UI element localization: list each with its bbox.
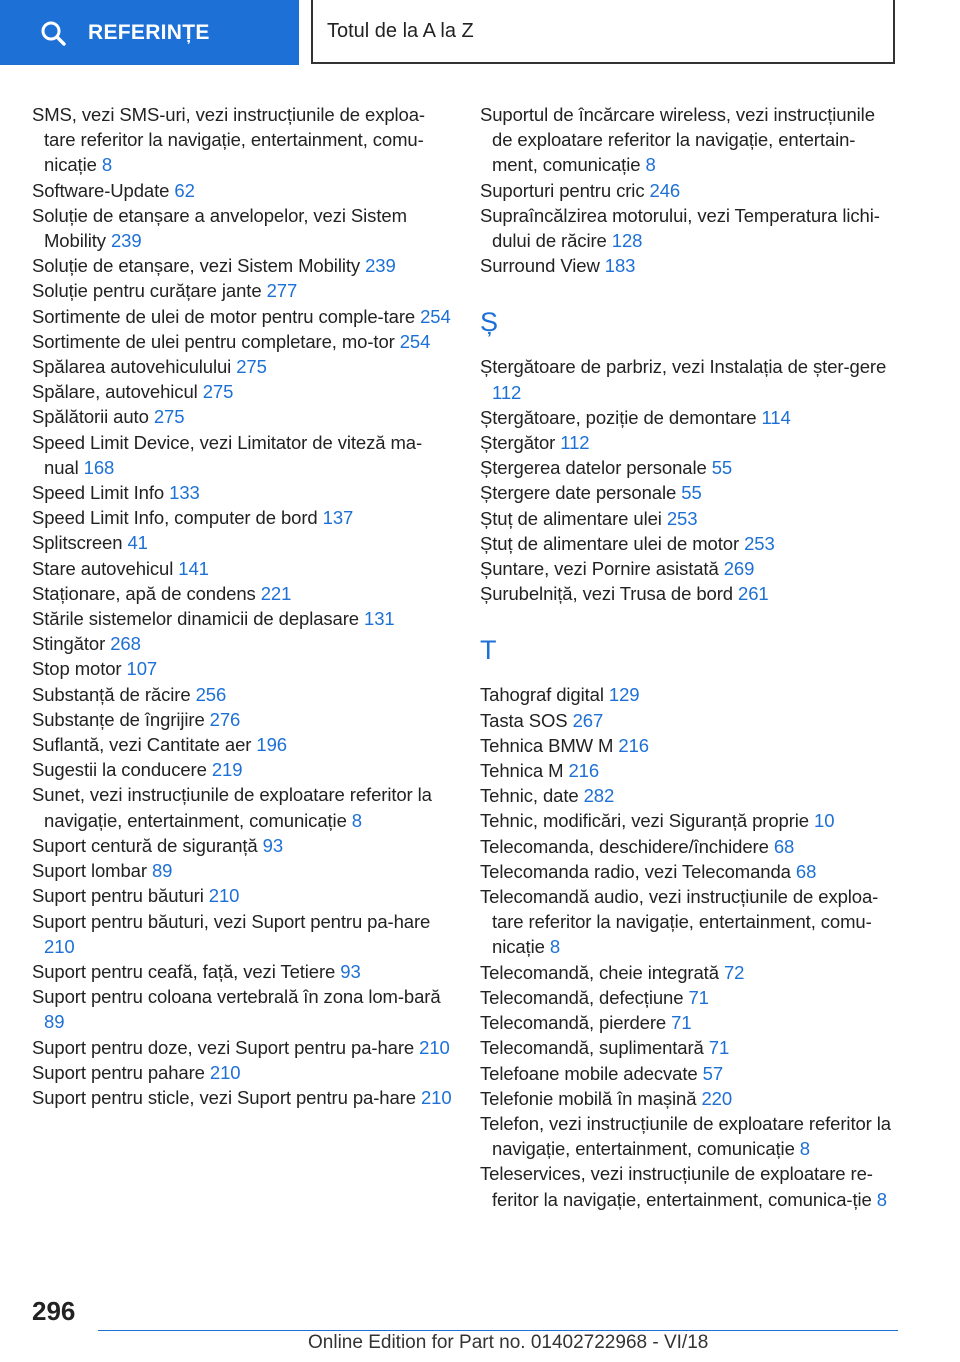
page-link[interactable]: 196 (256, 734, 287, 756)
index-entry-text: Speed Limit Device, vezi Limitator de viteză ma-nual (32, 431, 423, 478)
index-entry-text: Tehnic, modificări, vezi Siguranță proprie (480, 810, 814, 832)
page-link[interactable]: 183 (604, 255, 636, 277)
page-link[interactable]: 8 (645, 154, 656, 176)
index-entry-text: Suportul de încărcare wireless, vezi instrucțiunile de exploatare referitor la navigație, entertain-ment, comunicație (480, 104, 875, 176)
footer-divider (98, 1330, 898, 1331)
index-entry (32, 404, 452, 429)
index-entry (480, 1010, 900, 1035)
index-entry (480, 834, 900, 859)
page-link[interactable]: 220 (701, 1087, 733, 1109)
index-entry-text: Stingător (32, 633, 111, 655)
index-entry (480, 531, 900, 556)
index-entry-text: Suport pentru ceafă, față, vezi Tetiere (32, 960, 341, 982)
page-link[interactable]: 71 (688, 986, 709, 1008)
page-link[interactable]: 276 (209, 708, 241, 730)
index-entry-text: Ștuț de alimentare ulei de motor (480, 532, 745, 554)
index-entry (32, 178, 452, 203)
index-entry (32, 1035, 452, 1060)
index-entry (480, 708, 900, 733)
index-entry (480, 733, 900, 758)
page-link[interactable]: 55 (711, 457, 733, 479)
index-entry-text: Suport pentru doze, vezi Suport pentru pa-hare (32, 1036, 420, 1058)
index-entry (32, 1085, 452, 1110)
index-entry-text: Telefoane mobile adecvate (480, 1062, 703, 1084)
index-entry (480, 808, 900, 833)
page-link[interactable]: 114 (761, 406, 791, 428)
page-link[interactable]: 216 (568, 760, 600, 782)
index-entry-text: Telecomanda, deschidere/închidere (480, 835, 774, 857)
index-entry (32, 329, 452, 354)
index-entry-text: Tehnic, date (480, 785, 584, 807)
page-link[interactable]: 8 (549, 936, 561, 958)
index-entry-text: Supraîncălzirea motorului, vezi Temperatura lichi-dului de răcire (480, 204, 880, 252)
page-link[interactable]: 239 (365, 255, 396, 277)
index-entry (32, 858, 452, 883)
index-entry (480, 985, 900, 1010)
index-entry-text: Suport pentru sticle, vezi Suport pentru pa-hare (32, 1086, 421, 1108)
index-entry (480, 430, 900, 455)
page-link[interactable]: 89 (151, 860, 173, 882)
page-link[interactable]: 68 (773, 835, 795, 857)
index-entry (480, 203, 900, 253)
index-entry (480, 1061, 900, 1086)
page-link[interactable]: 141 (178, 557, 209, 579)
index-entry-text: Sortimente de ulei de motor pentru comple-tare (32, 305, 421, 327)
index-column-left (32, 102, 452, 1110)
page-link[interactable]: 133 (169, 482, 200, 504)
letter-heading-t: T (480, 635, 497, 666)
index-entry (32, 757, 452, 782)
index-entry (480, 102, 900, 178)
index-entry (480, 1086, 900, 1111)
index-entry-text: Stop motor (32, 658, 127, 680)
page-link[interactable]: 72 (723, 961, 745, 983)
index-entry-text: Speed Limit Info, computer de bord (32, 507, 323, 529)
index-entry-text: Ștuț de alimentare ulei (480, 507, 667, 529)
page-link[interactable]: 8 (876, 1188, 887, 1210)
index-entry (480, 783, 900, 808)
index-entry-text: Surround View (480, 255, 605, 277)
index-entry (32, 631, 452, 656)
index-entry-text: Ștergătoare, poziție de demontare (480, 406, 762, 428)
index-entry (480, 354, 900, 404)
page-link[interactable]: 210 (208, 885, 240, 907)
index-entry (480, 581, 900, 606)
index-entry-text: Sunet, vezi instrucțiunile de exploatare referitor la navigație, entertainment, comunicație (32, 784, 432, 831)
page-link[interactable]: 275 (202, 381, 234, 403)
index-entry-text: Tahograf digital (480, 684, 609, 706)
page-link[interactable]: 68 (795, 860, 817, 882)
index-entry-text: Suport pentru coloana vertebrală în zona lom-bară (32, 986, 441, 1008)
index-entry (32, 354, 452, 379)
page-link[interactable]: 261 (738, 583, 769, 605)
page-link[interactable]: 254 (420, 305, 451, 327)
index-entry-text: Stare autovehicul (32, 557, 179, 579)
search-icon (40, 20, 66, 46)
index-entry-text: Stările sistemelor dinamicii de deplasare (32, 608, 365, 630)
page-link[interactable]: 267 (572, 709, 604, 731)
index-entry-text: Tasta SOS (480, 709, 573, 731)
index-entry (480, 859, 900, 884)
page-link[interactable]: 253 (666, 507, 698, 529)
index-entry-text: Ștergerea datelor personale (480, 457, 712, 479)
page-link[interactable]: 93 (262, 834, 284, 856)
page-link[interactable]: 89 (44, 1011, 65, 1033)
page-link[interactable]: 112 (560, 432, 590, 454)
page-link[interactable]: 221 (260, 582, 292, 604)
page-link[interactable]: 8 (799, 1138, 810, 1160)
index-entry-text: Soluție pentru curățare jante (32, 280, 267, 302)
page-link[interactable]: 131 (364, 608, 395, 630)
index-entry (480, 480, 900, 505)
index-entry-text: Șuntare, vezi Pornire asistată (480, 558, 724, 580)
page-link[interactable]: 210 (209, 1061, 241, 1083)
index-entry-text: Ștergere date personale (480, 482, 682, 504)
index-entry-text: Ștergătoare de parbriz, vezi Instalația de șter-gere (480, 356, 887, 378)
page-link[interactable]: 71 (708, 1037, 730, 1059)
index-entry (480, 253, 900, 278)
page-link[interactable]: 275 (153, 406, 185, 428)
page-link[interactable]: 128 (611, 230, 643, 252)
index-column-right (480, 102, 900, 1212)
index-entry (32, 606, 452, 631)
index-entry-text: Substanță de răcire (32, 683, 196, 705)
index-entry-text: Speed Limit Info (32, 482, 170, 504)
page-link[interactable]: 210 (420, 1086, 452, 1108)
index-entry-text: Spălătorii auto (32, 406, 154, 428)
page-link[interactable]: 62 (174, 179, 195, 201)
index-entry-text: Suport lombar (32, 860, 152, 882)
index-entry-text: Telecomandă, suplimentară (480, 1037, 709, 1059)
index-entry (32, 959, 452, 984)
page-link[interactable]: 137 (322, 507, 354, 529)
index-entry-text: Soluție de etanșare a anvelopelor, vezi Sistem Mobility (32, 204, 407, 252)
index-entry (32, 581, 452, 606)
index-entry-text: Substanțe de îngrijire (32, 708, 210, 730)
index-entry-text: Telecomandă, pierdere (480, 1012, 672, 1034)
index-entry (32, 707, 452, 732)
index-entry-text: Telefon, vezi instrucțiunile de exploatare referitor la navigație, entertainment, comunicație (480, 1112, 891, 1160)
page-link[interactable]: 246 (649, 179, 681, 201)
index-entry (32, 732, 452, 757)
index-entry-text: Suflantă, vezi Cantitate aer (32, 734, 257, 756)
page-link[interactable]: 129 (608, 684, 640, 706)
tab-referinte-label: REFERINȚE (88, 20, 210, 44)
page-link[interactable]: 269 (723, 558, 755, 580)
index-entry (480, 556, 900, 581)
index-group-t (480, 682, 900, 1211)
index-entry-text: Sugestii la conducere (32, 759, 212, 781)
index-group-s-comma (480, 354, 900, 606)
index-entry-text: Suport centură de siguranță (32, 834, 263, 856)
index-entry-text: Telefonie mobilă în mașină (480, 1087, 702, 1109)
page-link[interactable]: 112 (492, 381, 522, 403)
page-link[interactable]: 55 (681, 482, 702, 504)
index-entry (32, 1060, 452, 1085)
index-entry (480, 682, 900, 707)
index-entry-text: Teleservices, vezi instrucțiunile de exploatare re-feritor la navigație, entertainment, comunica-ție (480, 1163, 877, 1210)
index-entry (480, 178, 900, 203)
tab-az-label: Totul de la A la Z (327, 19, 474, 42)
index-entry-text: Tehnica M (480, 760, 569, 782)
index-entry (32, 833, 452, 858)
page-link[interactable]: 275 (236, 356, 267, 378)
footer-edition-text: Online Edition for Part no. 01402722968 - VI/18 (308, 1332, 709, 1353)
page-link[interactable]: 268 (110, 633, 141, 655)
page-link[interactable]: 277 (266, 280, 298, 302)
index-entry-text: Telecomandă, cheie integrată (480, 961, 724, 983)
header (0, 0, 960, 66)
index-entry-text: Suport pentru băuturi, vezi Suport pentru pa-hare (32, 910, 431, 932)
index-entry-text: Suport pentru pahare (32, 1061, 210, 1083)
index-entry-text: Spălare, autovehicul (32, 381, 203, 403)
index-entry-text: Staționare, apă de condens (32, 582, 261, 604)
index-entry-text: SMS, vezi SMS-uri, vezi instrucțiunile de exploa-tare referitor la navigație, entertainment, comu-nicație (32, 104, 425, 176)
page-link[interactable]: 219 (211, 759, 243, 781)
index-entry (480, 1161, 900, 1211)
index-entry (32, 304, 452, 329)
index-entry-text: Telecomandă audio, vezi instrucțiunile de exploa-tare referitor la navigație, entertainment, comu-nicație (480, 886, 879, 958)
page-link[interactable]: 168 (83, 456, 115, 478)
page-link[interactable]: 107 (126, 658, 158, 680)
page-link[interactable]: 256 (195, 683, 227, 705)
tab-referinte[interactable] (0, 0, 299, 65)
index-entry (32, 430, 452, 480)
page-link[interactable]: 71 (671, 1012, 692, 1034)
index-entry-text: Suport pentru băuturi (32, 885, 209, 907)
page-link[interactable]: 210 (44, 935, 75, 957)
index-entry (480, 758, 900, 783)
tab-az[interactable] (311, 0, 895, 64)
index-entry-text: Soluție de etanșare, vezi Sistem Mobility (32, 255, 366, 277)
index-entry (480, 1035, 900, 1060)
page-link[interactable]: 216 (618, 734, 649, 756)
page-link[interactable]: 282 (583, 785, 615, 807)
index-entry (480, 506, 900, 531)
index-entry-text: Telecomanda radio, vezi Telecomanda (480, 860, 796, 882)
index-entry-text: Splitscreen (32, 532, 128, 554)
index-entry-text: Suporturi pentru cric (480, 179, 650, 201)
index-entry (32, 682, 452, 707)
index-entry-text: Ștergător (480, 432, 561, 454)
page-link[interactable]: 93 (340, 960, 361, 982)
page-link[interactable]: 239 (110, 230, 142, 252)
page-link[interactable]: 10 (814, 810, 835, 832)
page-link[interactable]: 8 (101, 154, 113, 176)
index-group-s-end (480, 102, 900, 278)
index-entry (32, 253, 452, 278)
index-entry (32, 278, 452, 303)
letter-heading-s-comma: Ș (480, 307, 499, 338)
index-entry (32, 909, 452, 959)
page-link[interactable]: 57 (702, 1062, 724, 1084)
index-entry (32, 530, 452, 555)
page-link[interactable]: 253 (744, 532, 775, 554)
index-entry (32, 883, 452, 908)
index-entry (32, 203, 452, 253)
index-entry (32, 379, 452, 404)
index-entry (32, 656, 452, 681)
index-entry (480, 1111, 900, 1161)
page-link[interactable]: 8 (351, 809, 362, 831)
index-entry (32, 984, 452, 1034)
index-entry (480, 455, 900, 480)
page-link[interactable]: 210 (419, 1036, 450, 1058)
index-entry (32, 505, 452, 530)
page-number: 296 (32, 1296, 76, 1326)
page-link[interactable]: 41 (127, 532, 148, 554)
page-link[interactable]: 254 (399, 330, 431, 352)
index-entry (480, 405, 900, 430)
index-entry (32, 102, 452, 178)
index-entry-text: Tehnica BMW M (480, 734, 619, 756)
index-entry-text: Sortimente de ulei pentru completare, mo-tor (32, 330, 400, 352)
index-entry (480, 884, 900, 960)
index-entry (480, 960, 900, 985)
index-entry-text: Șurubelniță, vezi Trusa de bord (480, 583, 739, 605)
index-entry-text: Software-Update (32, 179, 175, 201)
index-entry-text: Spălarea autovehiculului (32, 356, 237, 378)
index-entry (32, 782, 452, 832)
index-entry (32, 480, 452, 505)
index-entry-text: Telecomandă, defecțiune (480, 986, 689, 1008)
index-entry (32, 556, 452, 581)
